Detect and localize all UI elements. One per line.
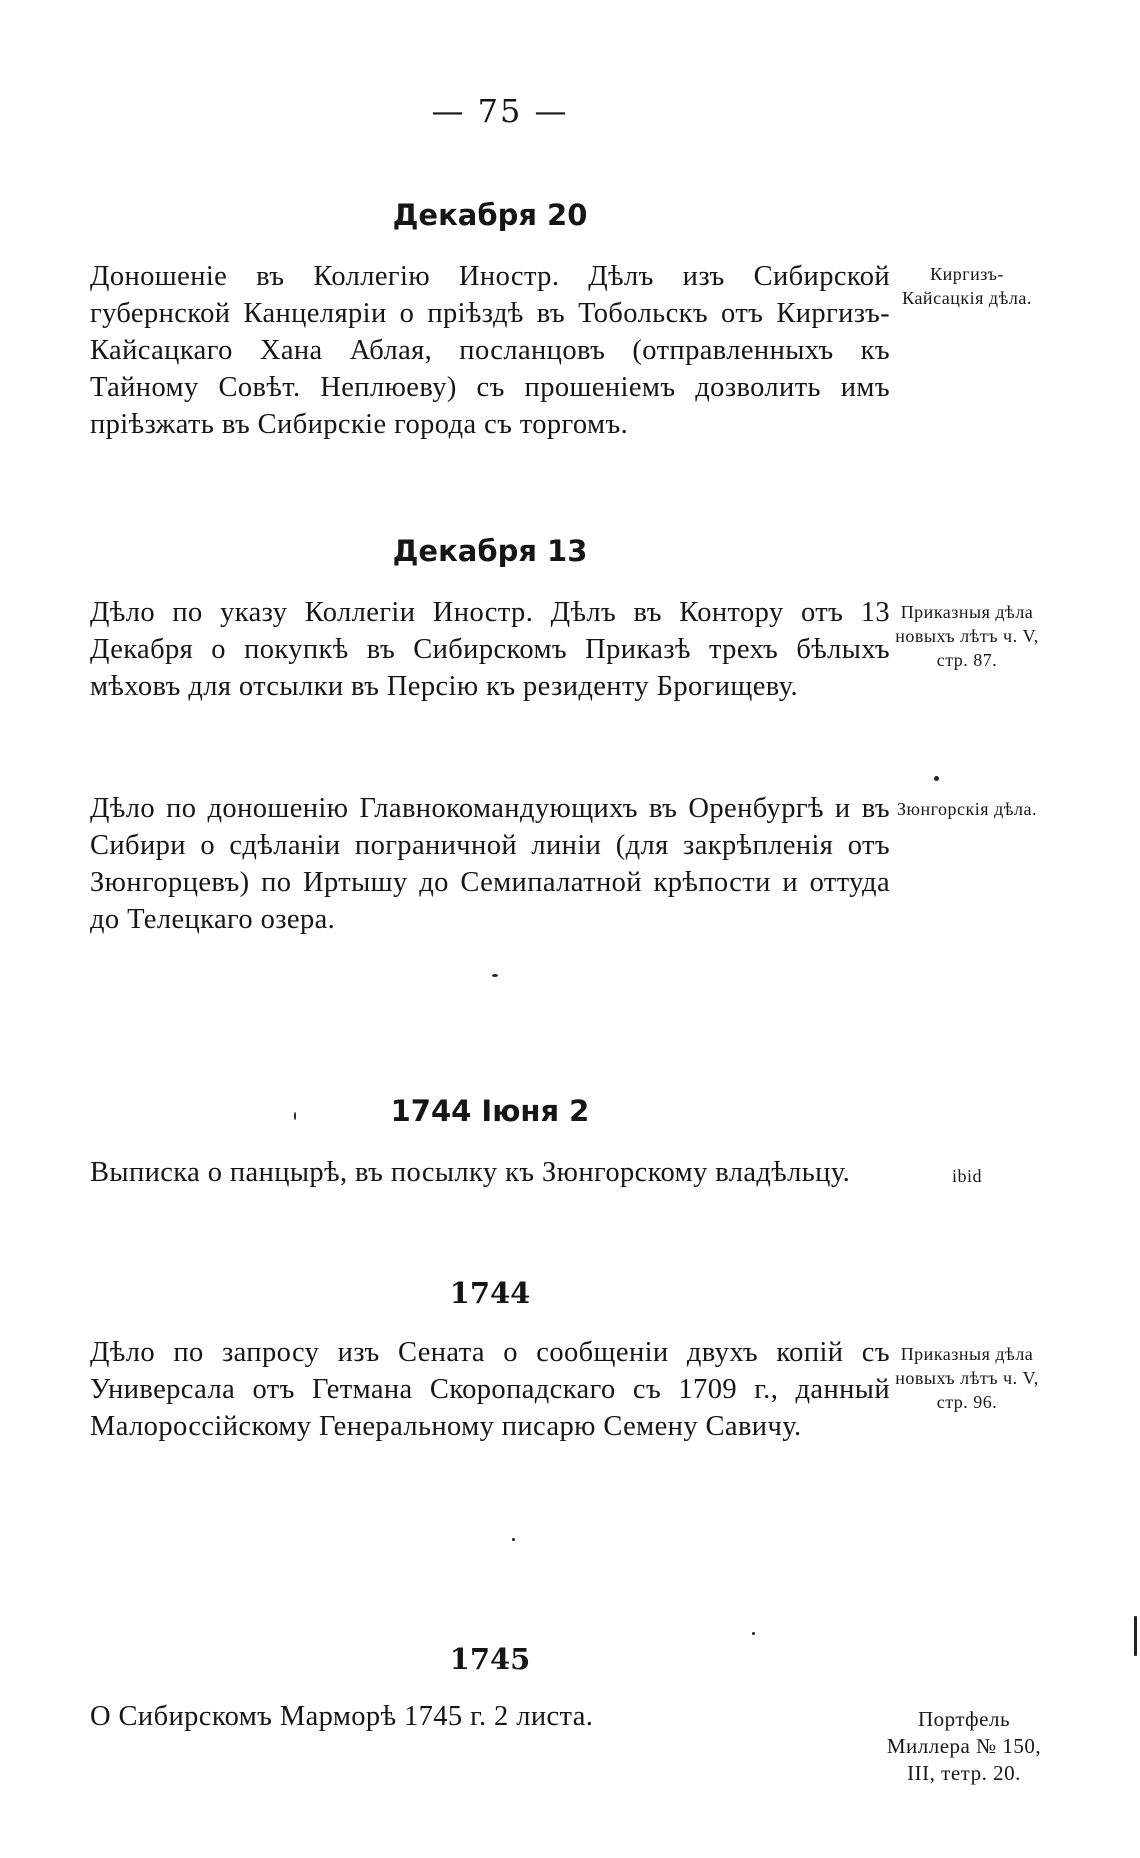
entry-text: Дѣло по запросу изъ Сената о сообщеніи двухъ копій съ Универсала отъ Гетмана Скоропадскаго съ 1709 г., данный Малороссійскому Генеральному писарю Семену Савичу. <box>90 1337 890 1442</box>
scan-speck <box>294 1112 296 1120</box>
section-heading: 1744 <box>449 1276 531 1310</box>
margin-note: Киргизъ-Кайсацкія дѣла. <box>902 264 1032 308</box>
section-heading: Декабря 20 <box>392 198 588 232</box>
scan-speck <box>752 1632 755 1635</box>
scan-speck <box>1134 1616 1137 1656</box>
section-heading: 1745 <box>449 1642 531 1676</box>
margin-note: Зюнгорскія дѣла. <box>897 799 1037 819</box>
scan-speck <box>492 974 498 977</box>
margin-note: Приказныя дѣла новыхъ лѣтъ ч. V, стр. 87. <box>895 602 1039 670</box>
page-number: — 75 — <box>431 92 569 130</box>
scan-speck <box>934 776 939 781</box>
entry-text: Дѣло по указу Коллегіи Иностр. Дѣлъ въ Контору отъ 13 Декабря о покупкѣ въ Сибирскомъ Приказѣ трехъ бѣлыхъ мѣховъ для отсылки въ Персію къ резиденту Брогищеву. <box>90 597 890 702</box>
margin-note: Приказныя дѣла новыхъ лѣтъ ч. V, стр. 96. <box>895 1344 1039 1412</box>
entry-text: Доношеніе въ Коллегію Иностр. Дѣлъ изъ Сибирской губернской Канцеляріи о пріѣздѣ въ Тобольскъ отъ Киргизъ-Кайсацкаго Хана Аблая, посланцовъ (отправленныхъ къ Тайному Совѣт. Неплюеву) съ прошеніемъ дозволить имъ пріѣзжать въ Сибирскіе города съ торгомъ. <box>90 261 890 440</box>
entry-text: Выписка о панцырѣ, въ посылку къ Зюнгорскому владѣльцу. <box>90 1157 851 1188</box>
section-heading: 1744 Іюня 2 <box>390 1094 590 1128</box>
margin-note: ibid <box>951 1166 982 1186</box>
margin-note: Портфель Миллера № 150, III, тетр. 20. <box>886 1707 1042 1785</box>
entry-text: Дѣло по доношенію Главнокомандующихъ въ Оренбургѣ и въ Сибири о сдѣланіи пограничной линіи (для закрѣпленія отъ Зюнгорцевъ) по Иртышу до Семипалатной крѣпости и оттуда до Телецкаго озера. <box>90 793 890 935</box>
section-heading: Декабря 13 <box>392 534 588 568</box>
entry-text: О Сибирскомъ Марморѣ 1745 г. 2 листа. <box>90 1701 594 1732</box>
scan-speck <box>512 1538 515 1541</box>
